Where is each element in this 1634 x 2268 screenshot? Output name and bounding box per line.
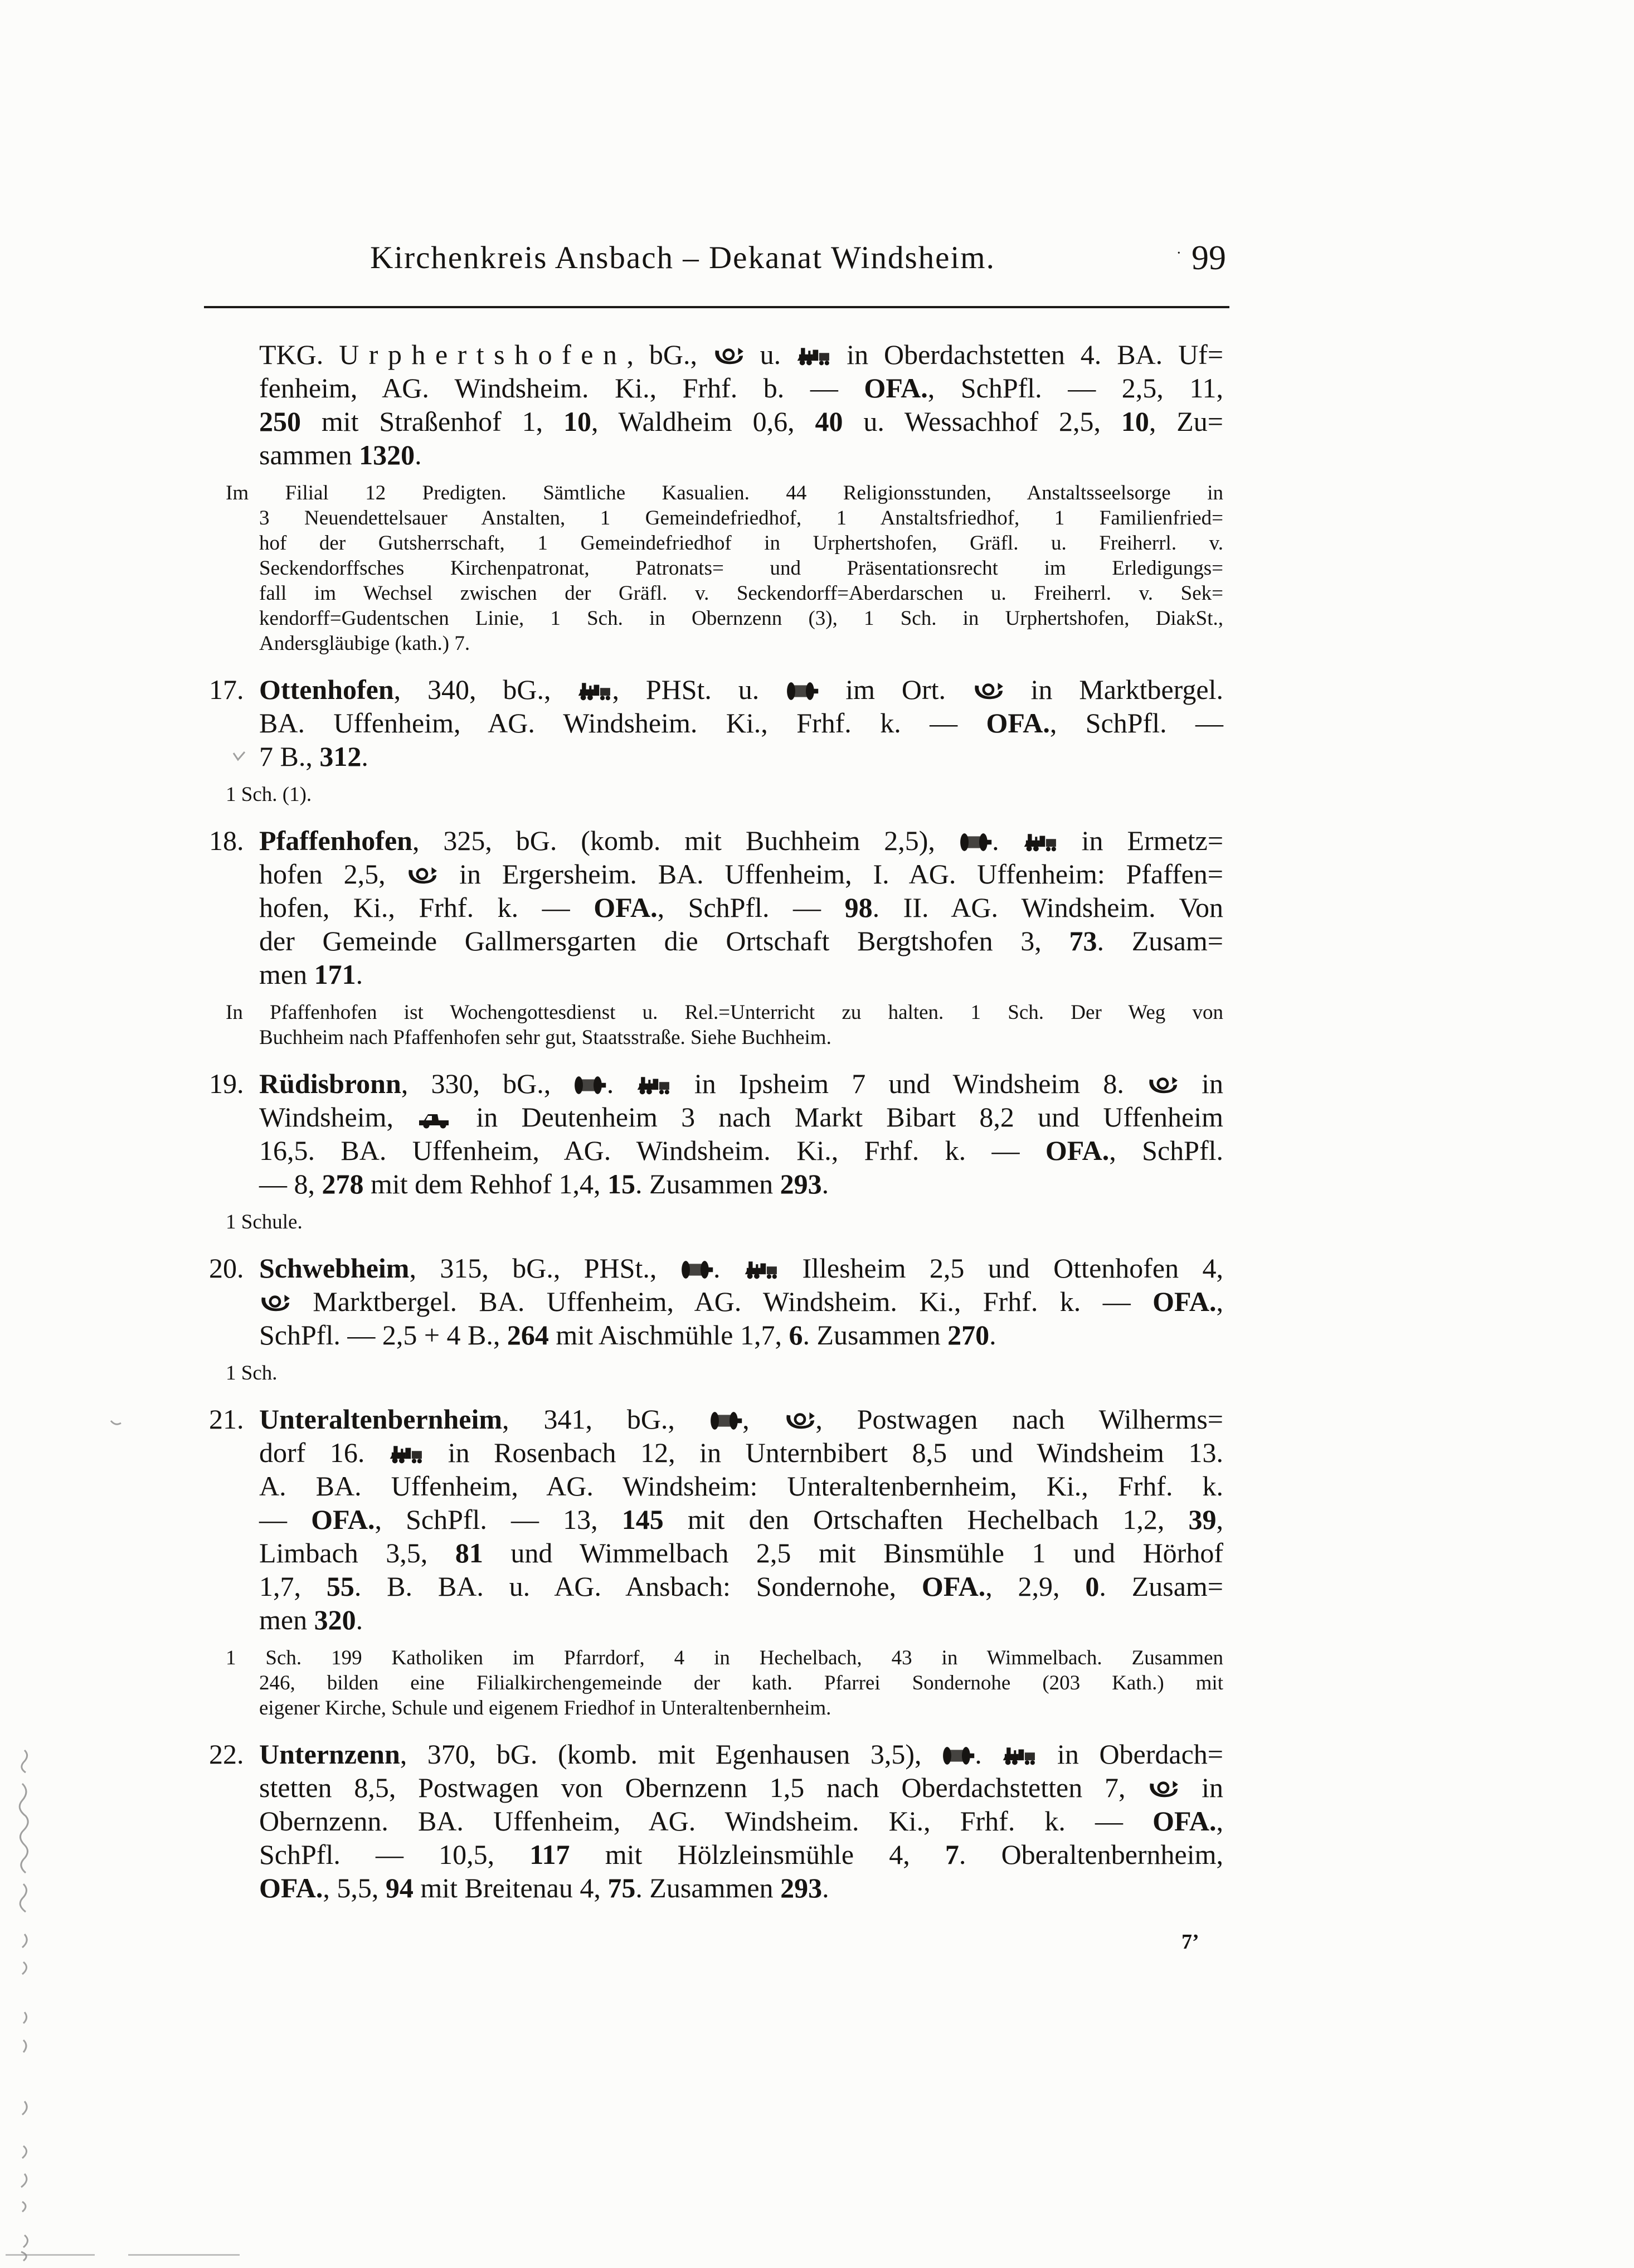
telegraph-icon	[680, 1251, 713, 1285]
header-rule	[204, 306, 1229, 308]
text-run: SchPfl. — 2,5 + 4 B.,	[259, 1319, 507, 1351]
text-run: eigener Kirche, Schule und eigenem Friedhof in Unteraltenbernheim.	[259, 1697, 831, 1720]
train-icon	[1023, 824, 1058, 857]
text-run: ,	[742, 1403, 784, 1435]
bold-text: OFA.	[986, 707, 1050, 739]
text-line	[259, 1670, 1223, 1696]
text-line	[259, 1436, 1223, 1469]
text-line	[259, 1771, 1223, 1804]
bold-text: 278	[322, 1168, 364, 1199]
text-run: u. Wessachhof 2,5,	[843, 406, 1121, 437]
text-line	[259, 1871, 1223, 1905]
bold-text: 94	[385, 1872, 414, 1903]
text-run: In Pfaffenhofen ist Wochengottesdienst u. Rel.=Unterricht zu halten. 1 Sch. Der Weg von	[226, 1001, 1223, 1024]
entry-17-ottenhofen	[209, 673, 1223, 773]
text-line	[226, 1000, 1223, 1025]
text-run: Andersgläubige (kath.) 7.	[259, 632, 470, 655]
text-line	[259, 1696, 1223, 1721]
text-run: .	[713, 1252, 744, 1284]
text-run: in Deutenheim 3 nach Markt Bibart 8,2 und Uffenheim	[453, 1101, 1223, 1133]
entry-number: 20.	[209, 1252, 244, 1284]
spaced-text: Urphertshofen	[339, 339, 627, 370]
text-line	[259, 1134, 1223, 1167]
bold-text: OFA.	[1045, 1135, 1110, 1166]
posthorn-icon	[1147, 1067, 1179, 1100]
telegraph-icon	[786, 673, 819, 706]
text-line	[259, 606, 1223, 631]
text-run: ,	[1216, 1805, 1223, 1837]
bold-text: 40	[815, 406, 843, 437]
text-run: 1,7,	[259, 1571, 327, 1602]
text-run: Windsheim,	[259, 1101, 417, 1133]
text-run: , SchPfl.	[1109, 1135, 1223, 1166]
page-header-title: Kirchenkreis Ansbach – Dekanat Windsheim.	[370, 240, 995, 275]
bold-text: 75	[607, 1872, 636, 1903]
text-run: in Rosenbach 12, in Unternbibert 8,5 und Windsheim 13.	[424, 1437, 1224, 1468]
annotation-ottenhofen	[226, 782, 1223, 807]
text-run: hof der Gutsherrschaft, 1 Gemeindefriedhof in Urphertshofen, Gräfl. u. Freiherrl. v.	[259, 532, 1223, 555]
text-run: , SchPfl. — 2,5, 11,	[927, 372, 1223, 404]
page-number	[1059, 239, 1226, 278]
text-run: in Oberdach=	[1037, 1738, 1223, 1770]
margin-speck-artifact	[109, 1419, 124, 1432]
text-run: mit Straßenhof 1,	[301, 406, 564, 437]
text-line	[259, 1603, 1223, 1636]
text-run: .	[992, 825, 1023, 856]
text-run: , 315, bG., PHSt.,	[409, 1252, 680, 1284]
text-line	[209, 1737, 1223, 1771]
train-icon	[796, 338, 831, 371]
text-run: .	[989, 1319, 996, 1351]
text-run: , PHSt. u.	[612, 674, 786, 705]
bold-text: 312	[319, 741, 362, 772]
text-line	[259, 556, 1223, 581]
text-run: ,	[1216, 1504, 1224, 1535]
bold-text: OFA.	[1152, 1286, 1217, 1317]
posthorn-icon	[406, 857, 438, 891]
text-run: Marktbergel. BA. Uffenheim, AG. Windsheim. Ki., Frhf. k. —	[290, 1286, 1153, 1317]
text-run: Obernzenn. BA. Uffenheim, AG. Windsheim. Ki., Frhf. k. —	[259, 1805, 1153, 1837]
text-run: ,	[1216, 1286, 1223, 1317]
text-line	[259, 338, 1223, 371]
text-run: — 8,	[259, 1168, 322, 1199]
bold-text: 98	[844, 892, 873, 923]
text-run: .	[356, 959, 363, 990]
train-icon	[389, 1436, 424, 1469]
text-line	[259, 1570, 1223, 1603]
text-run: men	[259, 1604, 314, 1635]
text-run: , Postwagen nach Wilherms=	[815, 1403, 1223, 1435]
posthorn-icon	[259, 1285, 291, 1318]
bold-text: OFA.	[921, 1571, 986, 1602]
text-line	[259, 924, 1223, 958]
train-icon	[636, 1067, 671, 1100]
annotation-schwebheim	[226, 1361, 1223, 1386]
text-run: men	[259, 959, 314, 990]
text-run: —	[259, 1504, 312, 1535]
bold-text: 39	[1188, 1504, 1217, 1535]
bold-text: Rüdisbronn	[259, 1068, 401, 1099]
text-run: , 325, bG. (komb. mit Buchheim 2,5),	[412, 825, 959, 856]
text-run: sammen	[259, 439, 359, 470]
bold-text: Schwebheim	[259, 1252, 410, 1284]
bold-text: OFA.	[259, 1872, 323, 1903]
text-run: Seckendorffsches Kirchenpatronat, Patronats= und Präsentationsrecht im Erledigungs=	[259, 557, 1223, 580]
text-line	[209, 1402, 1223, 1436]
text-run: 1 Sch.	[226, 1362, 278, 1385]
bold-text: 293	[780, 1872, 823, 1903]
text-line	[259, 405, 1223, 438]
bold-text: OFA.	[1152, 1805, 1217, 1837]
telegraph-icon	[959, 824, 992, 857]
text-run: , 2,9,	[985, 1571, 1086, 1602]
annotation-unteraltenbernheim	[226, 1645, 1223, 1721]
text-line	[259, 958, 1223, 991]
text-run: .	[822, 1872, 829, 1903]
text-run: dorf 16.	[259, 1437, 389, 1468]
text-run: 16,5. BA. Uffenheim, AG. Windsheim. Ki., Frhf. k. —	[259, 1135, 1045, 1166]
entry-18-pfaffenhofen	[209, 824, 1224, 991]
telegraph-icon	[709, 1402, 742, 1436]
bold-text: Unteraltenbernheim	[259, 1403, 503, 1435]
text-run: Im Filial 12 Predigten. Sämtliche Kasualien. 44 Religionsstunden, Anstaltsseelsorge in	[226, 482, 1223, 504]
entry-22-unternzenn	[209, 1737, 1224, 1905]
bold-text: 15	[607, 1168, 635, 1199]
text-run: stetten 8,5, Postwagen von Obernzenn 1,5 nach Oberdachstetten 7,	[259, 1772, 1148, 1803]
text-line	[259, 1167, 1223, 1201]
text-run: .	[356, 1604, 363, 1635]
text-line	[226, 1210, 1223, 1235]
text-run: in	[1178, 1068, 1223, 1099]
text-run: . II. AG. Windsheim. Von	[872, 892, 1223, 923]
text-run: in Ermetz=	[1057, 825, 1224, 856]
text-line	[259, 1285, 1223, 1318]
bold-text: 81	[455, 1537, 483, 1568]
bottom-pencil-line	[6, 2254, 95, 2256]
text-run: , SchPfl. — 13,	[375, 1504, 622, 1535]
text-run: im Ort.	[819, 674, 972, 705]
bold-text: 320	[314, 1604, 356, 1635]
bold-text: 250	[259, 406, 301, 437]
bold-text: 117	[529, 1839, 570, 1870]
text-run: u.	[744, 339, 797, 370]
text-line	[259, 1469, 1223, 1503]
text-line	[259, 506, 1223, 531]
page-number-mark: ·	[1176, 245, 1181, 262]
text-run: , 341, bG.,	[502, 1403, 709, 1435]
text-line	[259, 1025, 1223, 1050]
text-line	[259, 857, 1223, 891]
bold-text: 55	[326, 1571, 354, 1602]
text-run: 1 Schule.	[226, 1211, 303, 1233]
text-run: mit Breitenau 4,	[413, 1872, 608, 1903]
text-line	[259, 531, 1223, 556]
posthorn-icon	[713, 338, 745, 371]
text-line	[259, 1318, 1223, 1352]
text-run: , bG.,	[626, 339, 713, 370]
text-line	[259, 438, 1223, 472]
text-run: Illesheim 2,5 und Ottenhofen 4,	[779, 1252, 1223, 1284]
entry-number: 22.	[209, 1738, 244, 1770]
text-line	[259, 631, 1223, 656]
posthorn-icon	[1147, 1771, 1179, 1804]
annotation-ruedisbronn	[226, 1210, 1223, 1235]
entry-number: 17.	[209, 674, 244, 705]
text-run: mit den Ortschaften Hechelbach 1,2,	[663, 1504, 1189, 1535]
bold-text: 7	[945, 1839, 959, 1870]
bold-text: OFA.	[311, 1504, 375, 1535]
text-run: , 5,5,	[323, 1872, 386, 1903]
text-run: , 370, bG. (komb. mit Egenhausen 3,5),	[400, 1738, 942, 1770]
text-run: 1 Sch. 199 Katholiken im Pfarrdorf, 4 in Hechelbach, 43 in Wimmelbach. Zusammen	[226, 1647, 1223, 1669]
bold-text: Ottenhofen	[259, 674, 394, 705]
text-line	[259, 1503, 1223, 1536]
text-run: , SchPfl. —	[657, 892, 845, 923]
text-run: .	[606, 1068, 637, 1099]
bottom-pencil-line	[128, 2254, 240, 2256]
text-line	[259, 1536, 1223, 1570]
text-run: , Zu=	[1149, 406, 1223, 437]
text-run: mit dem Rehhof 1,4,	[363, 1168, 607, 1199]
text-line	[259, 740, 1223, 773]
text-run: .	[415, 439, 422, 470]
telegraph-icon	[573, 1067, 606, 1100]
text-run: hofen, Ki., Frhf. k. —	[259, 892, 594, 923]
text-line	[209, 673, 1223, 706]
annotation-urphertshofen	[226, 480, 1223, 656]
text-run: in	[1179, 1772, 1223, 1803]
text-line	[259, 706, 1223, 740]
entry-20-schwebheim	[209, 1251, 1223, 1352]
text-run: Limbach 3,5,	[259, 1537, 455, 1568]
text-run: Buchheim nach Pfaffenhofen sehr gut, Staatsstraße. Siehe Buchheim.	[259, 1026, 831, 1049]
text-run: .	[361, 741, 368, 772]
text-line	[259, 581, 1223, 606]
signature-mark: 7’	[1181, 1930, 1199, 1954]
text-run: SchPfl. — 10,5,	[259, 1839, 530, 1870]
text-run: in Oberdachstetten 4. BA. Uf=	[831, 339, 1224, 370]
train-icon	[1002, 1737, 1037, 1771]
text-run: hofen 2,5,	[259, 858, 407, 890]
text-line	[259, 1838, 1223, 1871]
text-line	[209, 824, 1224, 857]
text-line	[209, 1067, 1223, 1100]
bold-text: Pfaffenhofen	[259, 825, 412, 856]
bold-text: 145	[621, 1504, 664, 1535]
text-run: 7 B.,	[259, 741, 320, 772]
text-run: . B. BA. u. AG. Ansbach: Sondernohe,	[354, 1571, 922, 1602]
inline-speck-artifact	[231, 750, 248, 766]
text-line	[226, 1361, 1223, 1386]
entry-19-ruedisbronn	[209, 1067, 1223, 1201]
text-line	[226, 480, 1223, 506]
text-run: in Marktbergel.	[1004, 674, 1223, 705]
bold-text: 270	[947, 1319, 990, 1351]
text-run: in Ipsheim 7 und Windsheim 8.	[671, 1068, 1147, 1099]
entry-number: 18.	[209, 825, 244, 856]
text-line	[209, 1251, 1223, 1285]
text-run: . Zusam=	[1097, 925, 1223, 956]
text-run: mit Aischmühle 1,7,	[548, 1319, 789, 1351]
text-line	[259, 371, 1223, 405]
entry-number: 19.	[209, 1068, 244, 1099]
train-icon	[744, 1251, 779, 1285]
bold-text: OFA.	[864, 372, 928, 404]
text-run: , 330, bG.,	[401, 1068, 574, 1099]
text-run: TKG.	[259, 339, 339, 370]
text-run: der Gemeinde Gallmersgarten die Ortschaft Bergtshofen 3,	[259, 925, 1069, 956]
bold-text: 6	[789, 1319, 803, 1351]
train-icon	[577, 673, 612, 706]
text-run: . Zusammen	[635, 1168, 780, 1199]
bold-text: 10	[563, 406, 592, 437]
margin-artifact-squiggles	[8, 1745, 41, 2266]
bold-text: 1320	[359, 439, 415, 470]
page-number-value: 99	[1192, 239, 1226, 277]
bold-text: 264	[507, 1319, 549, 1351]
text-run: in Ergersheim. BA. Uffenheim, I. AG. Uffenheim: Pfaffen=	[438, 858, 1223, 890]
bold-text: OFA.	[594, 892, 658, 923]
continuation-paragraph-urphertshofen	[259, 338, 1223, 472]
motorcar-icon	[417, 1100, 453, 1134]
text-line	[226, 1645, 1223, 1670]
text-run: . Oberaltenbernheim,	[959, 1839, 1224, 1870]
bold-text: Unternzenn	[259, 1738, 400, 1770]
bold-text: 73	[1069, 925, 1097, 956]
entry-21-unteraltenbernheim	[209, 1402, 1224, 1636]
bold-text: 10	[1121, 406, 1149, 437]
bold-text: 171	[314, 959, 356, 990]
text-line	[259, 1100, 1223, 1134]
text-run: 246, bilden eine Filialkirchengemeinde der kath. Pfarrei Sondernohe (203 Kath.) mit	[259, 1672, 1223, 1694]
text-run: . Zusammen	[635, 1872, 781, 1903]
text-line	[259, 891, 1223, 924]
text-run: kendorff=Gudentschen Linie, 1 Sch. in Obernzenn (3), 1 Sch. in Urphertshofen, DiakSt.,	[259, 607, 1223, 630]
text-run: , Waldheim 0,6,	[591, 406, 815, 437]
posthorn-icon	[972, 673, 1004, 706]
text-run: mit Hölzleinsmühle 4,	[570, 1839, 945, 1870]
text-run: .	[975, 1738, 1003, 1770]
text-run: und Wimmelbach 2,5 mit Binsmühle 1 und Hörhof	[483, 1537, 1223, 1568]
text-run: .	[821, 1168, 829, 1199]
text-run: A. BA. Uffenheim, AG. Windsheim: Unteraltenbernheim, Ki., Frhf. k.	[259, 1470, 1223, 1502]
text-run: fenheim, AG. Windsheim. Ki., Frhf. b. —	[259, 372, 864, 404]
text-run: , SchPfl. —	[1049, 707, 1223, 739]
text-run: BA. Uffenheim, AG. Windsheim. Ki., Frhf. k. —	[259, 707, 986, 739]
text-run: 3 Neuendettelsauer Anstalten, 1 Gemeindefriedhof, 1 Anstaltsfriedhof, 1 Familienfried=	[259, 507, 1223, 530]
entry-number: 21.	[209, 1403, 244, 1435]
text-line	[259, 1804, 1223, 1838]
annotation-pfaffenhofen	[226, 1000, 1223, 1050]
telegraph-icon	[942, 1737, 975, 1771]
text-run: fall im Wechsel zwischen der Gräfl. v. Seckendorff=Aberdarschen u. Freiherrl. v. Sek=	[259, 582, 1223, 605]
page-body	[209, 338, 1224, 1905]
text-run: . Zusammen	[803, 1319, 948, 1351]
text-run: , 340, bG.,	[393, 674, 578, 705]
text-run: 1 Sch. (1).	[226, 783, 312, 806]
text-run: . Zusam=	[1099, 1571, 1224, 1602]
bold-text: 293	[780, 1168, 822, 1199]
text-line	[226, 782, 1223, 807]
posthorn-icon	[784, 1402, 816, 1436]
bold-text: 0	[1085, 1571, 1100, 1602]
